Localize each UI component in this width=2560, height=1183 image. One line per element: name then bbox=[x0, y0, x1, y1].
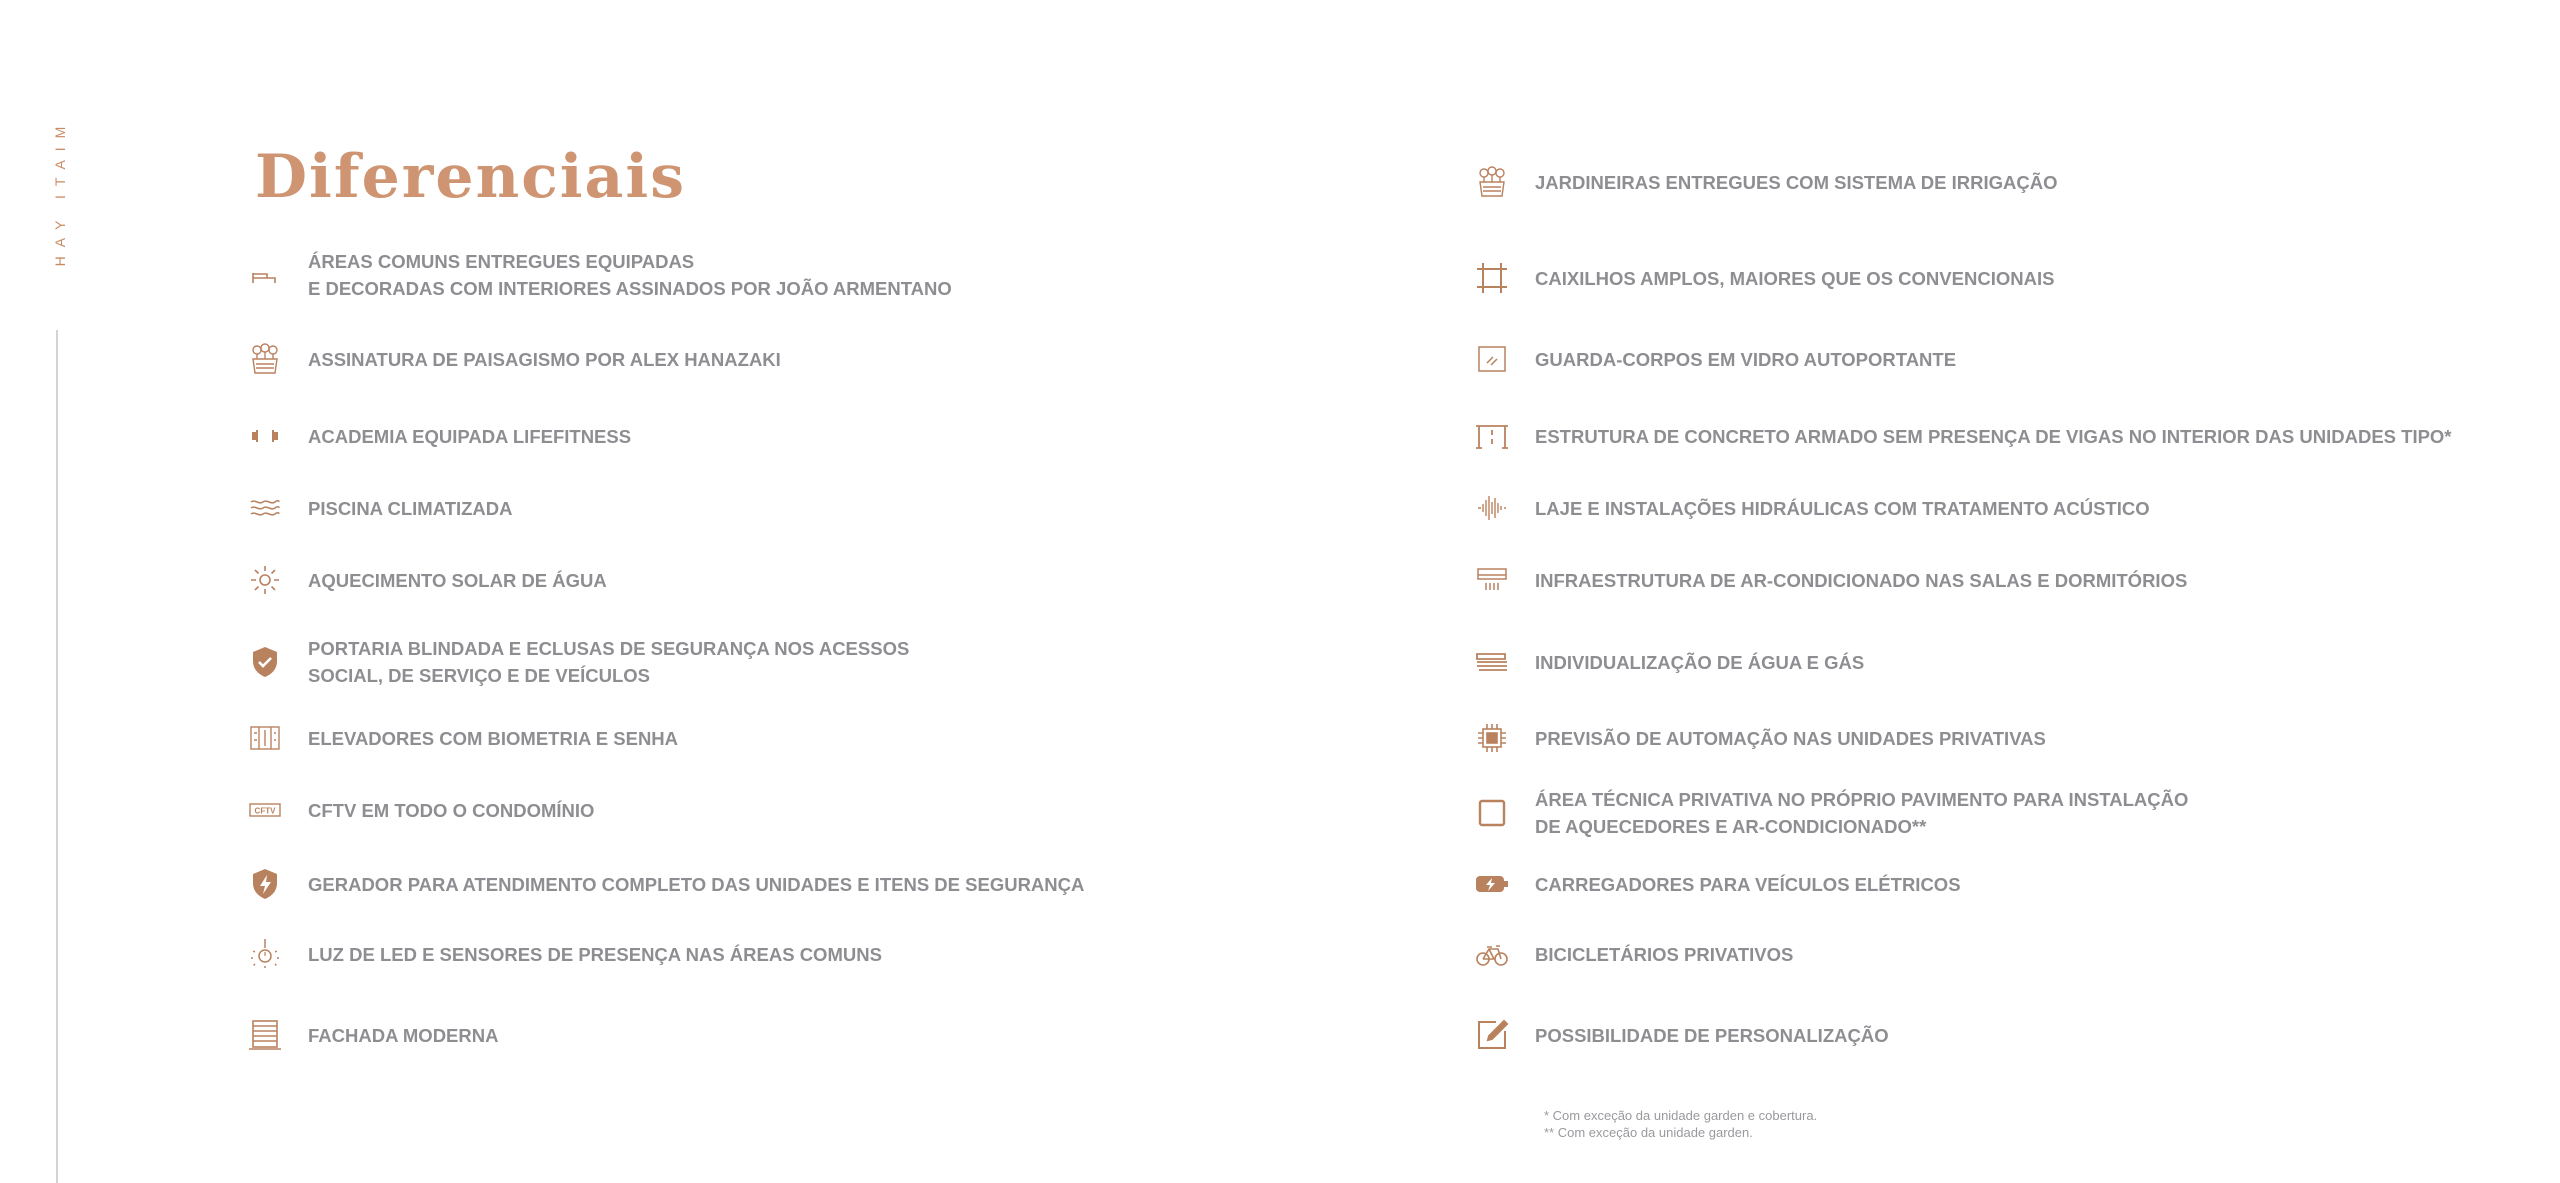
feature-text-line: ÁREAS COMUNS ENTREGUES EQUIPADAS bbox=[308, 251, 695, 272]
feature-text-line: E DECORADAS COM INTERIORES ASSINADOS POR JOÃO ARMENTANO bbox=[308, 278, 952, 299]
feature-text-line: GERADOR PARA ATENDIMENTO COMPLETO DAS UNIDADES E ITENS DE SEGURANÇA bbox=[308, 873, 1085, 895]
feature-item-security bbox=[245, 635, 909, 689]
brand-text: HAY ITAIM bbox=[52, 117, 68, 267]
dumbbell-icon bbox=[245, 416, 285, 456]
square-icon bbox=[1472, 793, 1512, 833]
feature-item-acoustic bbox=[1472, 488, 2150, 528]
feature-item-generator bbox=[245, 864, 1084, 904]
bench-icon bbox=[245, 255, 285, 295]
led-light-icon bbox=[245, 934, 285, 974]
feature-text-line: PISCINA CLIMATIZADA bbox=[308, 497, 513, 519]
concrete-structure-icon bbox=[1472, 416, 1512, 456]
glass-railing-icon bbox=[1472, 339, 1512, 379]
feature-item-air-conditioning bbox=[1472, 560, 2187, 600]
feature-text-line: BICICLETÁRIOS PRIVATIVOS bbox=[1535, 943, 1794, 965]
cctv-icon bbox=[245, 790, 285, 830]
feature-text-line: LAJE E INSTALAÇÕES HIDRÁULICAS COM TRATAMENTO ACÚSTICO bbox=[1535, 497, 2150, 519]
feature-text-line: CAIXILHOS AMPLOS, MAIORES QUE OS CONVENCIONAIS bbox=[1535, 267, 2055, 289]
feature-text-line: FACHADA MODERNA bbox=[308, 1024, 499, 1046]
feature-text-line: PORTARIA BLINDADA E ECLUSAS DE SEGURANÇA NOS ACESSOS bbox=[308, 638, 910, 659]
feature-item-glass-railing bbox=[1472, 339, 1956, 379]
footnote: ** Com exceção da unidade garden. bbox=[1544, 1125, 1753, 1140]
feature-item-elevators bbox=[245, 718, 678, 758]
feature-text-line: POSSIBILIDADE DE PERSONALIZAÇÃO bbox=[1535, 1024, 1889, 1046]
planter-icon bbox=[1472, 162, 1512, 202]
feature-text-line: ASSINATURA DE PAISAGISMO POR ALEX HANAZAKI bbox=[308, 348, 781, 370]
feature-text-line: GUARDA-CORPOS EM VIDRO AUTOPORTANTE bbox=[1535, 348, 1957, 370]
feature-item-ev-chargers bbox=[1472, 864, 1961, 904]
ev-charger-icon bbox=[1472, 864, 1512, 904]
feature-item-automation bbox=[1472, 718, 2046, 758]
feature-text-line: ÁREA TÉCNICA PRIVATIVA NO PRÓPRIO PAVIMENTO PARA INSTALAÇÃO bbox=[1535, 789, 2189, 810]
feature-item-technical-area bbox=[1472, 786, 2188, 840]
bicycle-icon bbox=[1472, 934, 1512, 974]
feature-item-led bbox=[245, 934, 882, 974]
feature-text-line: PREVISÃO DE AUTOMAÇÃO NAS UNIDADES PRIVATIVAS bbox=[1535, 727, 2046, 749]
window-frame-icon bbox=[1472, 258, 1512, 298]
feature-item-concrete-structure bbox=[1472, 416, 2452, 456]
feature-item-facade bbox=[245, 1015, 498, 1055]
water-waves-icon bbox=[245, 488, 285, 528]
feature-item-cctv bbox=[245, 790, 594, 830]
shield-check-icon bbox=[245, 642, 285, 682]
feature-text-line: CARREGADORES PARA VEÍCULOS ELÉTRICOS bbox=[1535, 873, 1961, 895]
feature-item-landscaping bbox=[245, 339, 781, 379]
feature-item-solar-heating bbox=[245, 560, 607, 600]
feature-text-line: INFRAESTRUTURA DE AR-CONDICIONADO NAS SALAS E DORMITÓRIOS bbox=[1535, 569, 2188, 591]
feature-item-bicycles bbox=[1472, 934, 1793, 974]
feature-text-line: INDIVIDUALIZAÇÃO DE ÁGUA E GÁS bbox=[1535, 651, 1865, 673]
page-title: Diferenciais bbox=[255, 142, 686, 212]
feature-text-line: SOCIAL, DE SERVIÇO E DE VEÍCULOS bbox=[308, 665, 650, 686]
feature-text-line: LUZ DE LED E SENSORES DE PRESENÇA NAS ÁREAS COMUNS bbox=[308, 943, 882, 965]
footnotes bbox=[1544, 1107, 1817, 1141]
sound-wave-icon bbox=[1472, 488, 1512, 528]
feature-text-line: DE AQUECEDORES E AR-CONDICIONADO** bbox=[1535, 816, 1927, 837]
pencil-edit-icon bbox=[1472, 1015, 1512, 1055]
elevator-icon bbox=[245, 718, 285, 758]
planter-icon bbox=[245, 339, 285, 379]
vertical-divider bbox=[56, 330, 58, 1183]
feature-item-metering bbox=[1472, 642, 1864, 682]
feature-text-line: AQUECIMENTO SOLAR DE ÁGUA bbox=[308, 569, 607, 591]
feature-text-line: CFTV EM TODO O CONDOMÍNIO bbox=[308, 799, 595, 821]
vertical-brand bbox=[50, 92, 70, 292]
feature-text-line: ELEVADORES COM BIOMETRIA E SENHA bbox=[308, 727, 679, 749]
feature-item-pool bbox=[245, 488, 513, 528]
svg-text:CFTV: CFTV bbox=[254, 806, 276, 816]
feature-item-gym bbox=[245, 416, 631, 456]
feature-item-customization bbox=[1472, 1015, 1889, 1055]
feature-text-line: ACADEMIA EQUIPADA LIFEFITNESS bbox=[308, 425, 632, 447]
feature-item-common-areas bbox=[245, 248, 952, 302]
feature-item-window-frames bbox=[1472, 258, 2054, 298]
feature-text-line: JARDINEIRAS ENTREGUES COM SISTEMA DE IRRIGAÇÃO bbox=[1535, 171, 2058, 193]
facade-icon bbox=[245, 1015, 285, 1055]
feature-item-planters bbox=[1472, 162, 2058, 202]
shield-bolt-icon bbox=[245, 864, 285, 904]
chip-icon bbox=[1472, 718, 1512, 758]
sun-icon bbox=[245, 560, 285, 600]
feature-text-line: ESTRUTURA DE CONCRETO ARMADO SEM PRESENÇA DE VIGAS NO INTERIOR DAS UNIDADES TIPO* bbox=[1535, 425, 2452, 447]
footnote: * Com exceção da unidade garden e cobertura. bbox=[1544, 1108, 1818, 1123]
air-conditioner-icon bbox=[1472, 560, 1512, 600]
meter-icon bbox=[1472, 642, 1512, 682]
